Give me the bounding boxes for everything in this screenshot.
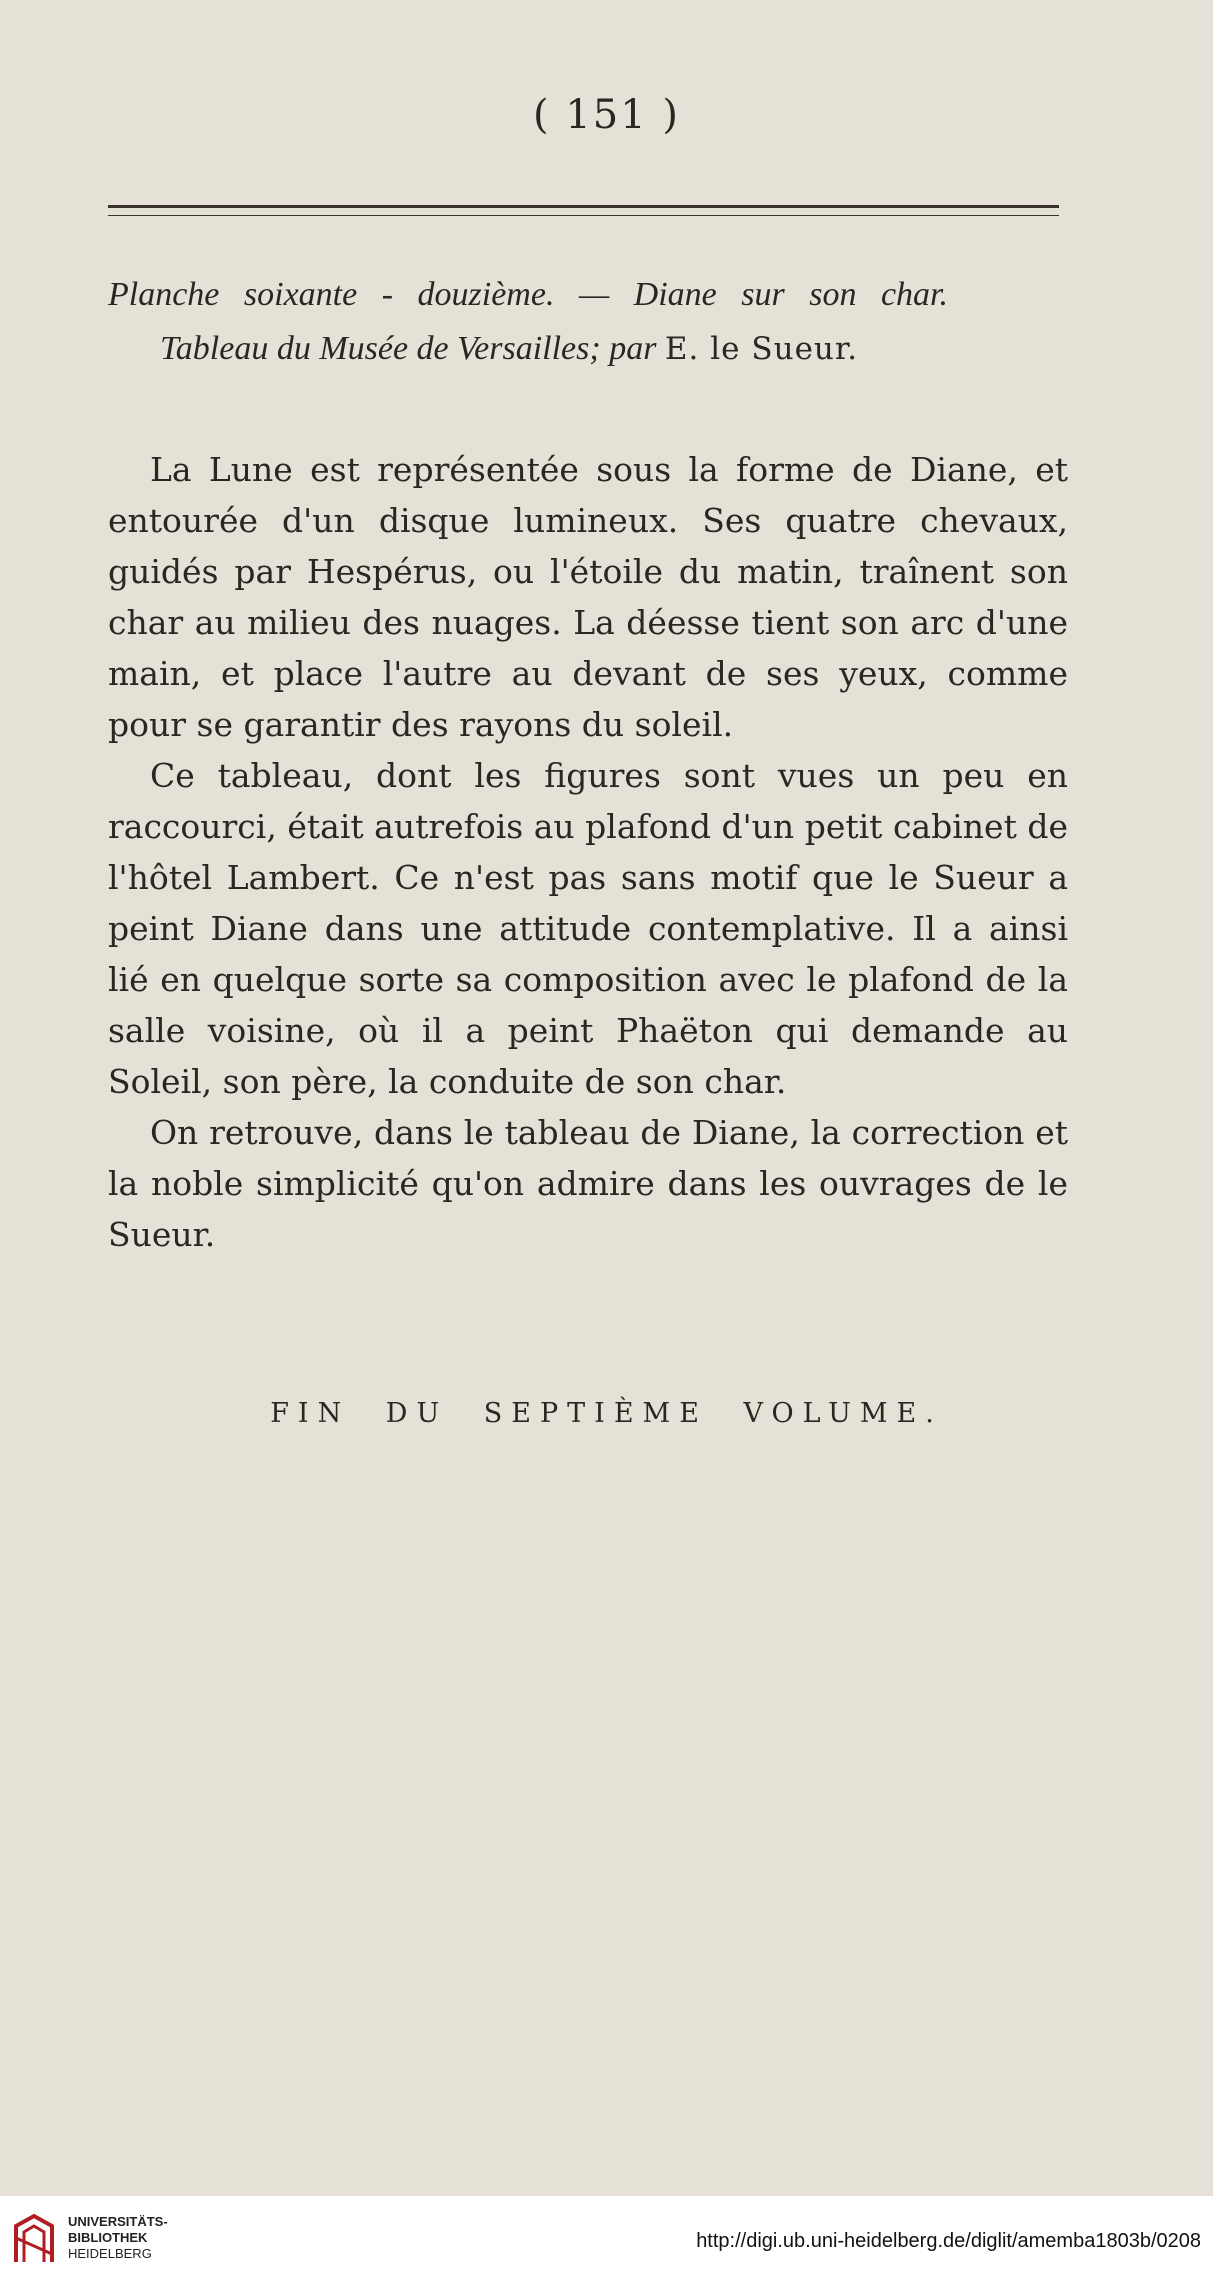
attribution-italic: Tableau du Musée de Versailles; par [160, 330, 657, 367]
header-rule-thick [108, 205, 1059, 208]
plate-caption: Planche soixante - douzième. — Diane sur son char. [108, 276, 949, 313]
page-number: ( 151 ) [533, 92, 680, 138]
header-rule-thin [108, 215, 1059, 216]
paragraph: Ce tableau, dont les figures sont vues un peu en raccourci, était autrefois au plafond d'un petit cabinet de l'hôtel Lambert. Ce n'est pas sans motif que le Sueur a peint Diane dans une attitude contemplative. Il a ainsi lié en quelque sorte sa composition avec le plafond de la salle voisine, où il a peint Phaëton qui demande au Soleil, son père, la conduite de son char. [108, 756, 1068, 1101]
paragraph: La Lune est représentée sous la forme de Diane, et entourée d'un disque lumineux. Ses quatre chevaux, guidés par Hespérus, ou l'étoile du matin, traînent son char au milieu des nuages. La déesse tient son arc d'une main, et place l'autre au devant de ses yeux, comme pour se garantir des rayons du soleil. [108, 450, 1068, 744]
footer-bar [0, 2196, 1213, 2284]
library-name-line: UNIVERSITÄTS- [68, 2214, 168, 2229]
library-name [68, 2214, 168, 2262]
library-name-line: HEIDELBERG [68, 2246, 152, 2261]
university-library-logo-icon [12, 2212, 56, 2268]
permalink-url[interactable]: http://digi.ub.uni-heidelberg.de/diglit/amemba1803b/0208 [696, 2230, 1201, 2252]
attribution-artist: E. le Sueur. [664, 331, 859, 367]
body-text [108, 444, 1068, 1260]
library-name-line: BIBLIOTHEK [68, 2230, 148, 2245]
volume-end-notice: FIN DU SEPTIÈME VOLUME. [270, 1398, 943, 1429]
plate-attribution [160, 330, 1120, 368]
paragraph: On retrouve, dans le tableau de Diane, la correction et la noble simplicité qu'on admire dans les ouvrages de le Sueur. [108, 1113, 1068, 1254]
